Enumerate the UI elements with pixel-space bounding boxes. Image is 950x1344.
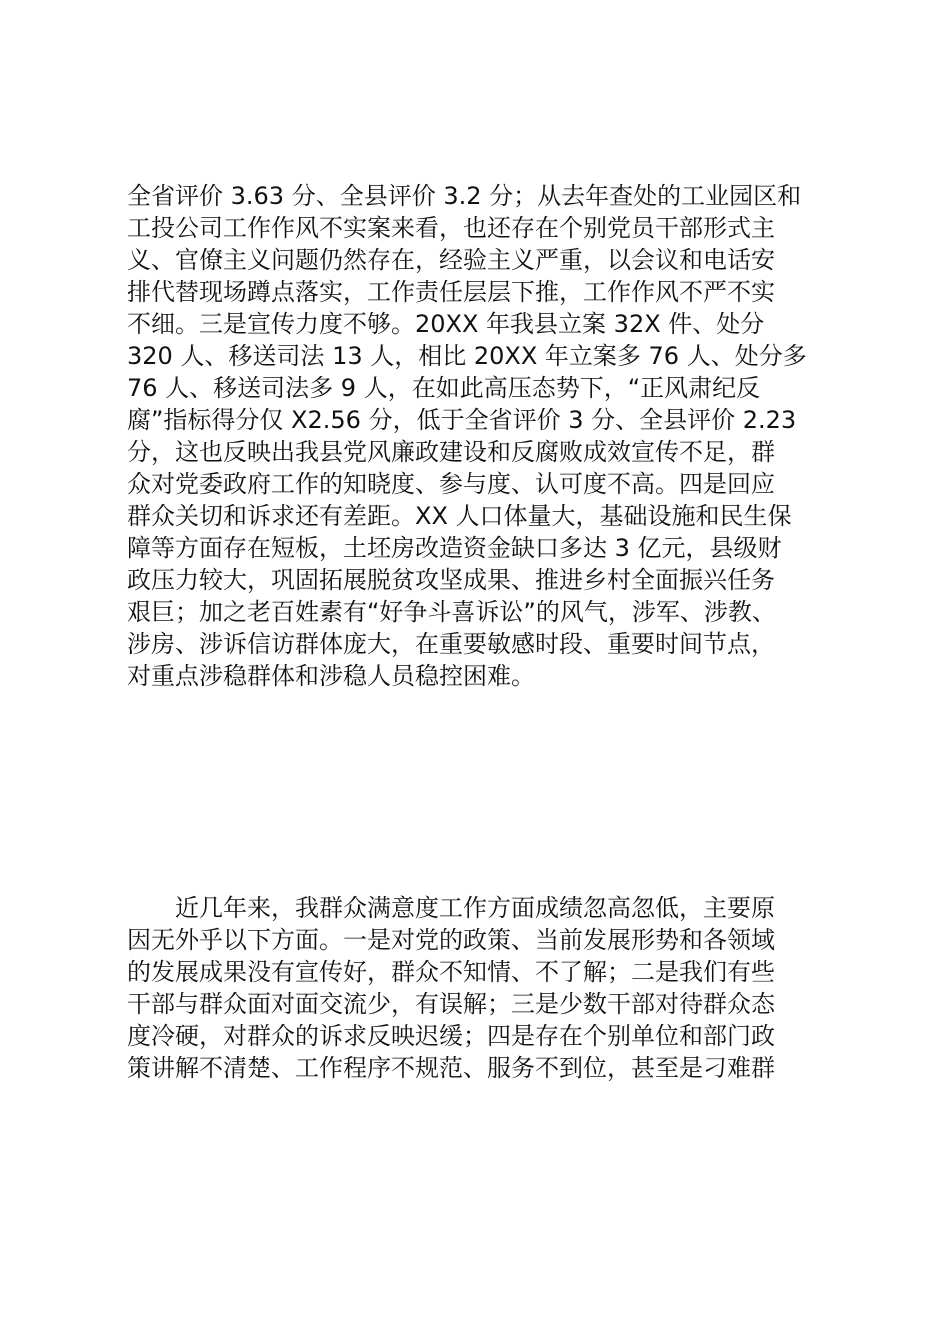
text-line: 的发展成果没有宣传好，群众不知情、不了解；二是我们有些	[127, 958, 775, 986]
text-line: 义、官僚主义问题仍然存在，经验主义严重，以会议和电话安	[127, 246, 775, 274]
text-line: 群众关切和诉求还有差距。XX 人口体量大，基础设施和民生保	[127, 502, 792, 530]
text-line: 策讲解不清楚、工作程序不规范、服务不到位，甚至是刁难群	[127, 1054, 775, 1082]
text-line: 腐”指标得分仅 X2.56 分，低于全省评价 3 分、全县评价 2.23	[127, 406, 797, 434]
text-line: 度冷硬，对群众的诉求反映迟缓；四是存在个别单位和部门政	[127, 1022, 775, 1050]
text-line: 近几年来，我群众满意度工作方面成绩忽高忽低，主要原	[127, 894, 775, 922]
text-line: 工投公司工作作风不实案来看，也还存在个别党员干部形式主	[127, 214, 775, 242]
text-line: 不细。三是宣传力度不够。20XX 年我县立案 32X 件、处分	[127, 310, 765, 338]
text-line: 全省评价 3.63 分、全县评价 3.2 分；从去年查处的工业园区和	[127, 182, 802, 210]
paragraph-2	[127, 892, 832, 1084]
text-line: 干部与群众面对面交流少，有误解；三是少数干部对待群众态	[127, 990, 775, 1018]
text-line: 排代替现场蹲点落实，工作责任层层下推，工作作风不严不实	[127, 278, 775, 306]
text-line: 因无外乎以下方面。一是对党的政策、当前发展形势和各领域	[127, 926, 775, 954]
text-line: 政压力较大，巩固拓展脱贫攻坚成果、推进乡村全面振兴任务	[127, 566, 775, 594]
text-line: 障等方面存在短板，土坯房改造资金缺口多达 3 亿元，县级财	[127, 534, 782, 562]
text-line: 涉房、涉诉信访群体庞大，在重要敏感时段、重要时间节点，	[127, 630, 775, 658]
text-line: 分，这也反映出我县党风廉政建设和反腐败成效宣传不足，群	[127, 438, 775, 466]
text-line: 对重点涉稳群体和涉稳人员稳控困难。	[127, 662, 535, 690]
text-line: 众对党委政府工作的知晓度、参与度、认可度不高。四是回应	[127, 470, 775, 498]
text-line: 艰巨；加之老百姓素有“好争斗喜诉讼”的风气，涉军、涉教、	[127, 598, 776, 626]
paragraph-1	[127, 180, 832, 692]
text-line: 320 人、移送司法 13 人，相比 20XX 年立案多 76 人、处分多	[127, 342, 807, 370]
text-line: 76 人、移送司法多 9 人，在如此高压态势下，“正风肃纪反	[127, 374, 761, 402]
